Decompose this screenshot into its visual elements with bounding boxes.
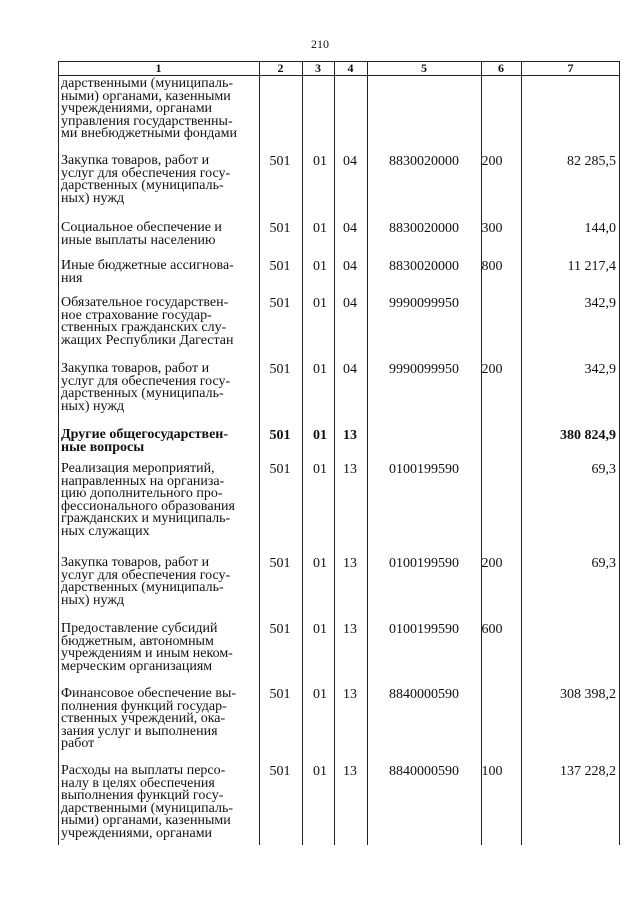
column-divider	[481, 61, 482, 845]
row-code-target: 8840000590	[389, 687, 459, 702]
row-amount: 69,3	[591, 462, 616, 477]
row-code-subsection: 13	[343, 687, 357, 702]
row-code-expense-type: 200	[481, 362, 503, 377]
row-code-section: 01	[313, 362, 327, 377]
row-amount: 380 824,9	[560, 428, 616, 443]
row-code-target: 8830020000	[389, 154, 459, 169]
row-description: Финансовое обеспечение вы- полнения функций государ- ственных учреждений, ока- зания услуг и выполнения работ	[61, 686, 237, 751]
row-code-ministry: 501	[269, 462, 291, 477]
row-code-subsection: 04	[343, 362, 357, 377]
row-amount: 342,9	[584, 296, 616, 311]
row-code-subsection: 13	[343, 462, 357, 477]
column-divider	[521, 61, 522, 845]
row-code-ministry: 501	[269, 154, 291, 169]
row-description: Обязательное государствен- ное страхование государ- ственных гражданских слу- жащих Республики Дагестан	[61, 295, 234, 348]
row-code-section: 01	[313, 622, 327, 637]
header-col-2: 2	[277, 61, 284, 75]
header-col-5: 5	[421, 61, 427, 75]
row-code-ministry: 501	[269, 556, 291, 571]
row-description: Предоставление субсидий бюджетным, автономным учреждениям и иным неком- мерческим организациям	[61, 621, 233, 674]
row-code-section: 01	[313, 259, 327, 274]
row-code-section: 01	[313, 687, 327, 702]
row-code-target: 0100199590	[389, 462, 459, 477]
row-code-subsection: 04	[343, 154, 357, 169]
table-border-left	[58, 61, 59, 845]
row-code-subsection: 13	[343, 428, 357, 443]
column-divider	[259, 61, 260, 845]
row-code-section: 01	[313, 154, 327, 169]
table-border-right	[619, 61, 620, 845]
row-amount: 308 398,2	[560, 687, 616, 702]
row-description: Закупка товаров, работ и услуг для обеспечения госу- дарственных (муниципаль- ных) нужд	[61, 361, 231, 414]
row-code-target: 9990099950	[389, 296, 459, 311]
table-header-row	[58, 61, 620, 76]
row-code-expense-type: 200	[481, 556, 503, 571]
header-col-4: 4	[347, 61, 354, 75]
row-code-target: 9990099950	[389, 362, 459, 377]
row-code-subsection: 13	[343, 556, 357, 571]
row-code-subsection: 04	[343, 221, 357, 236]
row-code-expense-type: 600	[481, 622, 503, 637]
row-amount: 11 217,4	[567, 259, 616, 274]
continuation-text: дарственными (муниципаль- ными) органами, казенными учреждениями, органами управления государственны- ми внебюджетными фондами	[61, 76, 237, 141]
row-amount: 144,0	[584, 221, 616, 236]
budget-table	[58, 61, 620, 845]
row-code-subsection: 04	[343, 259, 357, 274]
header-col-6: 6	[498, 61, 504, 75]
row-amount: 342,9	[584, 362, 616, 377]
row-code-ministry: 501	[269, 296, 291, 311]
row-description: Закупка товаров, работ и услуг для обеспечения госу- дарственных (муниципаль- ных) нужд	[61, 153, 231, 206]
column-divider	[334, 61, 335, 845]
header-col-3: 3	[315, 61, 321, 75]
row-code-ministry: 501	[269, 221, 291, 236]
row-code-target: 0100199590	[389, 622, 459, 637]
row-code-target: 8830020000	[389, 221, 459, 236]
row-code-ministry: 501	[269, 622, 291, 637]
row-code-subsection: 13	[343, 764, 357, 779]
column-divider	[367, 61, 368, 845]
row-amount: 137 228,2	[560, 764, 616, 779]
row-code-section: 01	[313, 462, 327, 477]
row-code-expense-type: 200	[481, 154, 503, 169]
row-code-section: 01	[313, 221, 327, 236]
row-code-ministry: 501	[269, 764, 291, 779]
row-code-expense-type: 300	[481, 221, 503, 236]
row-code-ministry: 501	[269, 428, 291, 443]
row-code-subsection: 13	[343, 622, 357, 637]
row-description: Другие общегосударствен- ные вопросы	[61, 427, 229, 455]
row-code-section: 01	[313, 556, 327, 571]
header-col-7: 7	[567, 61, 574, 75]
row-description: Расходы на выплаты персо- налу в целях обеспечения выполнения функций госу- дарственными (муниципаль- ными) органами, казенными учреждениями, органами	[61, 763, 234, 841]
row-amount: 69,3	[591, 556, 616, 571]
row-description: Иные бюджетные ассигнова- ния	[61, 258, 234, 286]
row-code-section: 01	[313, 296, 327, 311]
row-code-target: 8840000590	[389, 764, 459, 779]
row-code-section: 01	[313, 428, 327, 443]
row-code-ministry: 501	[269, 687, 291, 702]
header-col-1: 1	[155, 61, 162, 75]
row-code-section: 01	[313, 764, 327, 779]
row-description: Реализация мероприятий, направленных на организа- цию дополнительного про- фессионального образования гражданских и муниципаль- ных служащих	[61, 461, 235, 539]
row-code-expense-type: 800	[481, 259, 503, 274]
row-description: Социальное обеспечение и иные выплаты населению	[61, 220, 222, 248]
row-code-ministry: 501	[269, 362, 291, 377]
row-code-subsection: 04	[343, 296, 357, 311]
column-divider	[302, 61, 303, 845]
page-number: 210	[311, 37, 329, 51]
row-code-ministry: 501	[269, 259, 291, 274]
row-code-target: 8830020000	[389, 259, 459, 274]
row-code-target: 0100199590	[389, 556, 459, 571]
row-description: Закупка товаров, работ и услуг для обеспечения госу- дарственных (муниципаль- ных) нужд	[61, 555, 231, 608]
row-amount: 82 285,5	[567, 154, 616, 169]
row-code-expense-type: 100	[481, 764, 503, 779]
